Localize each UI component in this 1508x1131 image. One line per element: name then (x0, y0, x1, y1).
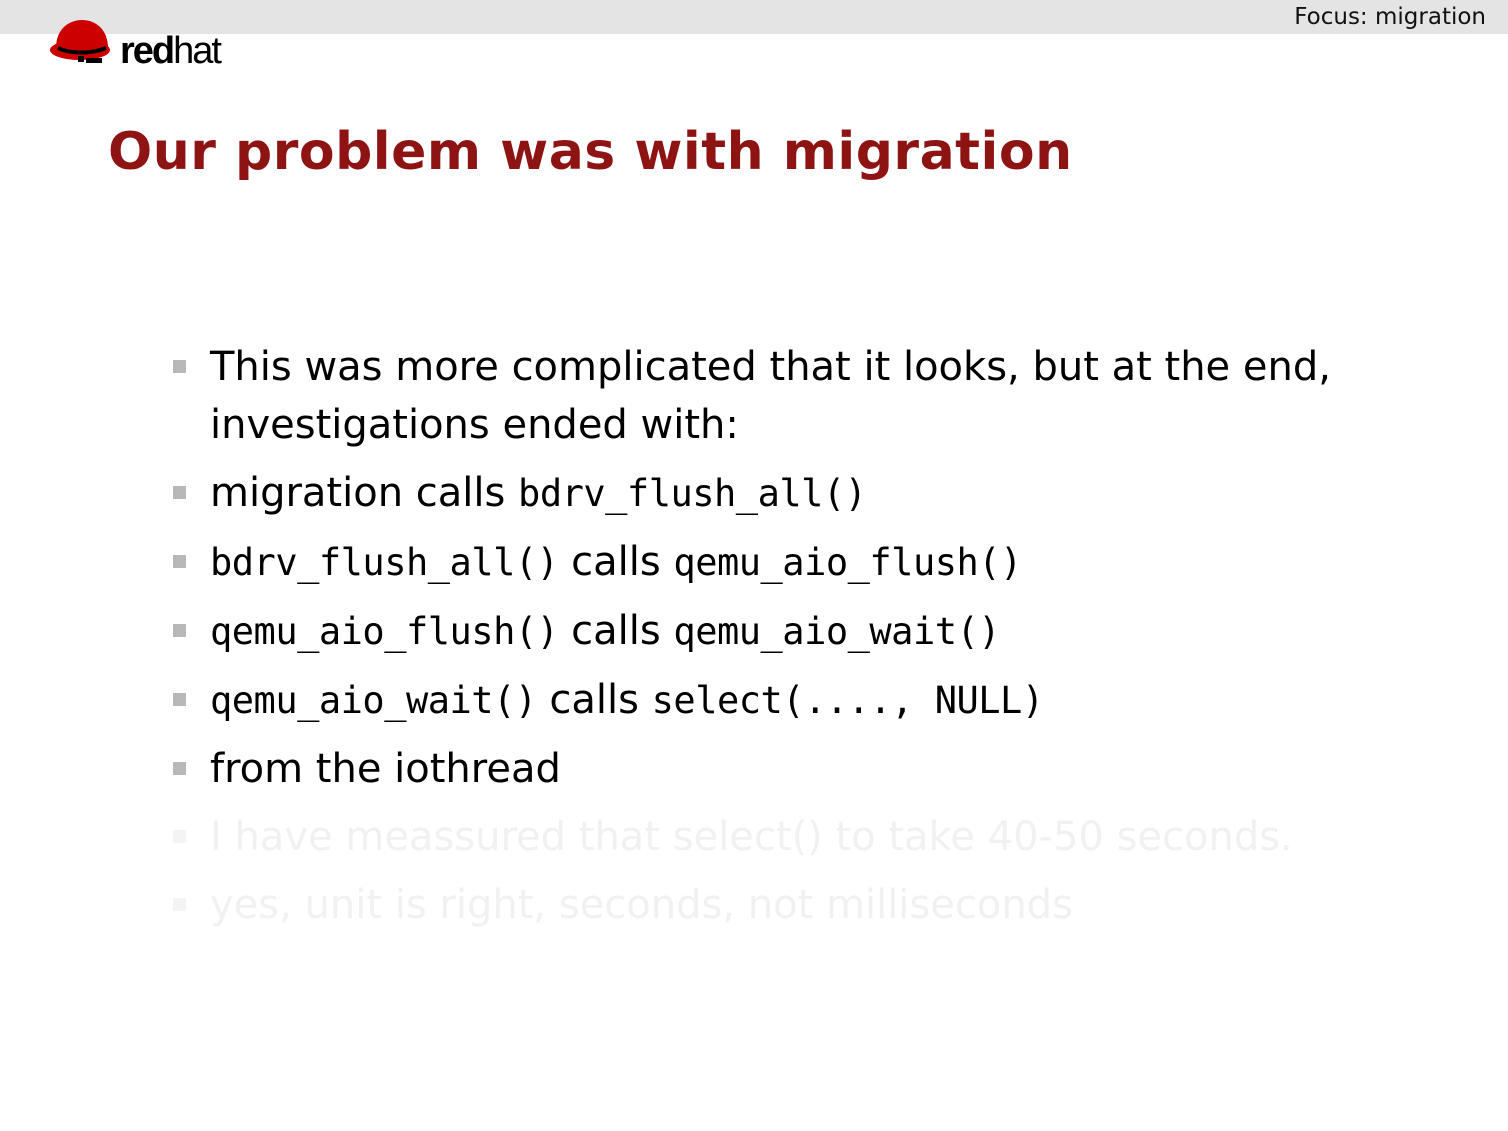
bullet-marker (173, 762, 186, 775)
bullet-text: calls (558, 539, 674, 585)
bullet-marker (173, 693, 186, 706)
bullet-item (172, 740, 1372, 798)
bullet-marker (173, 898, 186, 911)
bullet-marker (173, 624, 186, 637)
bullet-text: from the iothread (210, 746, 561, 792)
bullet-text: I have meassured that select() to take 40-50 seconds. (210, 814, 1293, 860)
code-span: qemu_aio_wait() (210, 679, 537, 722)
code-span: qemu_aio_flush() (673, 541, 1022, 584)
code-span: bdrv_flush_all() (210, 541, 559, 584)
bullet-marker (173, 360, 186, 373)
logo-wordmark (120, 32, 220, 70)
bullet-item (172, 671, 1372, 730)
code-span: bdrv_flush_all() (518, 472, 867, 515)
bullet-item (172, 338, 1372, 454)
bullet-text: calls (558, 608, 674, 654)
bullet-item (172, 464, 1372, 523)
bullet-item-hidden (172, 808, 1372, 866)
redhat-logo (48, 18, 248, 74)
bullet-text: yes, unit is right, seconds, not milliseconds (210, 882, 1073, 928)
bullet-marker (173, 830, 186, 843)
code-span: qemu_aio_wait() (673, 610, 1001, 653)
bullet-marker (173, 486, 186, 499)
bullet-item-hidden (172, 876, 1372, 934)
code-span: select(...., NULL) (651, 679, 1044, 722)
bullet-text: migration calls (210, 470, 519, 516)
bullet-item (172, 533, 1372, 592)
code-span: qemu_aio_flush() (210, 610, 559, 653)
logo-text-red: red (120, 30, 174, 72)
section-label: Focus: migration (1294, 4, 1486, 30)
bullet-text: calls (536, 677, 652, 723)
bullet-marker (173, 555, 186, 568)
slide-title: Our problem was with migration (108, 122, 1073, 182)
bullet-item (172, 602, 1372, 661)
bullet-text: This was more complicated that it looks, but at the end, investigations ended with: (210, 344, 1331, 448)
shadowman-hat-icon (48, 18, 118, 70)
bullet-list (172, 338, 1372, 944)
logo-text-hat: hat (173, 30, 220, 72)
